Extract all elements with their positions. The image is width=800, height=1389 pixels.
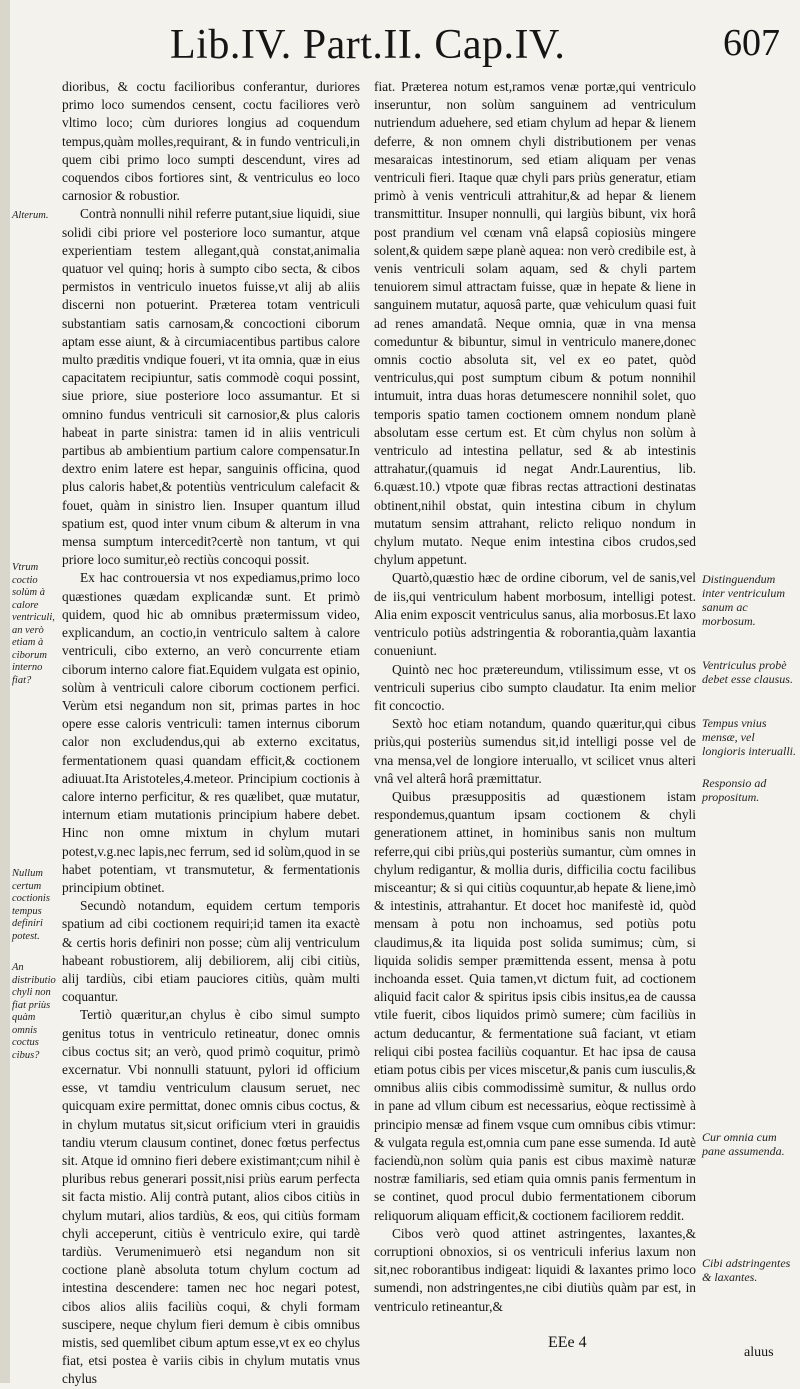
paragraph: fiat. Præterea notum est,ramos venæ portæ,qui ventriculo inseruntur, non solùm sanguinem ad ventriculum nutriendum aduehere, sed etiam chylum ad hepar & lienem deferre, & non omnem chyli distributionem per venas mesaraicas intestinorum, sed etiam aliquam per venas ventriculi fieri. Itaque quæ chyli pars priùs generatur, etiam primò à venis ventriculi attrahitur,& ad hepar & lienem transmittitur. Insuper nonnulli, qui largiùs bibunt, vix horâ post prandium vel cœnam vnâ elapsâ copiosiùs mingere solent,& quidem sæpe planè aquea: non verò credibile est, à venis ventriculi solam aquam, sed & chyli partem tenuiorem simul attractam fuisse, quæ in hepate & liene in sanguinem mutatur, aquosâ parte, quæ vehiculum quasi fuit ad renes amandatâ. Neque omnia, quæ in vna mensa comeduntur & bibuntur, simul in ventriculo manere,donec omnis coctio absoluta sit, vel ex eo patet, quòd ventriculus,qui post sumptum cibum & potum nonnihil intumuit, intra duas horas detumescere nonnihil solet, quo temporis spatio tamen coctionem omnem nondum planè absolutam esse certum est. Et cùm chylus non solùm à ventriculo ad intestina pellatur, sed & ab intestinis attrahatur,(quamuis id negat Andr.Laurentius, lib. 6.quæst.10.) vtpote quæ fibras rectas attractioni destinatas obtinent,nihil obstat, quin intestina cibum in chylum mutatum sensim attrahant, relicto reliquo nondum in chylum mutato. Neque enim intestina cibos crudos,sed chylum appetunt. xyxy=(374,79,696,568)
paragraph: Quintò nec hoc prætereundum, vtilissimum esse, vt os ventriculi superius cibo sumpto claudatur. Ita enim melior fit concoctio. xyxy=(374,661,696,713)
page-number: 607 xyxy=(723,22,780,64)
margin-note-right: Ventriculus probè debet esse clausus. xyxy=(702,658,793,686)
paragraph: Ex hac controuersia vt nos expediamus,primo loco quæstiones quædam explicandæ sunt. Et primò quidem, quod hic ab omnibus prætermissum video, explicandum, an coctio,in ventriculo saltem à calore ventriculi, cibo externo, an verò concurrente etiam ciborum interno calore fiat.Equidem vulgata est opinio, solùm à ventriculi calore ciborum coctionem perfici. Verùm etsi negandum non sit, primas partes in hoc opere esse caloris ventriculi: tamen internus ciborum calor non excludendus,qui ab externo excitatus, fermentationem quasi quandam efficit,& coctionem adiuuat.Ita Aristoteles,4.meteor. Principium coctionis à calore interno perficitur, & res quælibet, quæ mutatur, internum etiam mutationis principium habere debet. Hinc non omne mixtum in chylum mutari potest,v.g.nec lapis,nec ferrum, sed id solùm,quod in se habet potentiam, vt transmutetur, & fermentationis principium obtinet. xyxy=(62,570,360,895)
margin-note-right: Responsio ad propositum. xyxy=(702,776,767,804)
margin-note-left: Alterum. xyxy=(12,210,49,221)
paragraph: Quartò,quæstio hæc de ordine ciborum, vel de sanis,vel de iis,qui ventriculum habent morbosum, intelligi potest. Alia enim exposcit ventriculus sanus, alia morbosus.Et laxo ventriculo potiùs adstringentia & roborantia,quàm laxantia conueniunt. xyxy=(374,570,696,659)
margin-note-right: Cur omnia cum pane assumenda. xyxy=(702,1130,785,1158)
paragraph: Sextò hoc etiam notandum, quando quæritur,qui cibus priùs,qui posteriùs sumendus sit,id intelligi posse vel de vna mensa,vel de longiore interuallo, vt scilicet vnus alteri vnâ vel alterâ horâ præmittatur. xyxy=(374,716,696,786)
margin-note-left: An distributio chyli non fiat priùs quàm omnis coctus cibus? xyxy=(12,962,56,1061)
catchword: aluus xyxy=(744,1345,774,1360)
margin-note-right: Cibi adstringentes & laxantes. xyxy=(702,1256,791,1284)
paragraph: Cibos verò quod attinet astringentes, laxantes,& corruptioni obnoxios, si os ventriculi inferius laxum non sit,nec roborantibus indigeat: liquidi & laxantes primo loco sumendi, non adstringentes,ne cibi diutiùs quàm par est, in ventriculo retineantur,& xyxy=(374,1225,696,1314)
signature-mark: EEe 4 xyxy=(548,1334,587,1351)
running-title: Lib.IV. Part.II. Cap.IV. xyxy=(170,22,566,68)
paragraph: Secundò notandum, equidem certum temporis spatium ad cibi coctionem requiri;id tamen ita exactè & certis horis definiri non posse; cùm alij ventriculum habeant robustiorem, alij debiliorem, alij cibi citiùs, alij tardiùs, cibi etiam pauciores citiùs, quàm multi coquantur. xyxy=(62,898,360,1005)
paragraph: Tertiò quæritur,an chylus è cibo simul sumpto genitus totus in ventriculo retineatur, donec omnis cibus coctus sit; an verò, quod primò coquitur, primò excernatur. Vbi nonnulli statuunt, pylori id officium esse, vt tamdiu ventriculum clausum seruet, nec quicquam exire permittat, donec omnis cibus coctus, & in chylum mutatus sit,sicut orificium vteri in grauidis tandiu vterum clausum continet, donec fœtus perfectus sit. Atque id omnino fieri debere existimant;cum nihil è pluribus rebus generari possit,nisi priùs earum perfecta sit facta mistio. Alij contrà putant, alios cibos citiùs in chylum mutari, alios tardiùs, & eos, qui citiùs formam chyli acceperunt, citiùs è ventriculo exire, qui tardè tardiùs. Verumenimuerò etsi negandum non sit coctione planè absoluta totum chylum coctum ad intestina descendere: tamen nec hoc negari potest, cibos alios aliis faciliùs coqui, & chyli formam suscipere, neque chylum fieri demum è cibis omnibus mistis, sed quemlibet cibum aptum esse,vt ex eo chylus fiat, etsi postea è variis cibis in chylum mutatis vnus chylus xyxy=(62,1007,360,1387)
margin-note-right: Distinguendum inter ventriculum sanum ac morbosum. xyxy=(702,572,785,628)
paragraph: Contrà nonnulli nihil referre putant,siue liquidi, siue solidi cibi priore vel posteriore loco sumantur, atque experientiam testem allegant,quà constat,animalia quatuor vel quinq; horis à sumpto cibo secta, & cibos permistos in ventriculo inuetos fuisse,vt alij ab aliis discerni non potuerint. Præterea totam ventriculi substantiam satis carnosam,& concoctioni ciborum aptam esse aiunt, & à circumiacentibus partibus calore multo præditis vndique foueri, vt ita omnia, quæ in eius capacitatem recipiuntur, satis commodè coqui possint, siue priore, siue posteriore loco assumantur. Et si omnino fundus ventriculi sit carnosior,& plus caloris habeat in parte sinistra: tamen id in aliis ventriculi partibus ab ambientium partium calore compensatur.In dextro enim latere est hepar, sanguinis officina, quod plus caloris habet,& potentiùs ventriculum calefacit & fouet, quàm in sinistro lien. Insuper quantum illud spatium est, quod inter vnum cibum & alterum in vna mensa sumptum intercedit?certè non tantum, vt qui priore loco sumitur,eò rectiùs concoqui possit. xyxy=(62,206,360,568)
paragraph: dioribus, & coctu facilioribus conferantur, duriores primo loco sumendos censent, coctu faciliores verò vltimo loco; cùm duriores longius ad coquendum tempus,quàm molles,requirant, & in fundo ventriculi,in quem cibi primo loco sumpti descendunt, vires ad coquendos cibos fortiores sint, & ventriculus eo loco carnosior & robustior. xyxy=(62,79,360,204)
running-header xyxy=(60,18,780,78)
paragraph: Quibus præsuppositis ad quæstionem istam respondemus,quantum ipsam coctionem & chyli generationem attinet, in hominibus sanis non multum referre,qui cibi priùs,qui posteriùs sumantur, cùm omnes in chylum redigantur, & mollia duris, difficilia coctu facilibus misceantur; & si qui citiùs coquuntur,ab hepate & liene,imò & intestinis, attrahantur. Et docet hoc manifestè id, quòd mensam à potu non inchoamus, sed potiùs potu claudimus,& ita liquida post solida sumimus; cùm, si liquida solidis semper præmittenda essent, mensa à potu inchoanda esset. Quia tamen,vt dictum fuit, ad coctionem aliquid facit calor & spiritus ipsis cibis insitus,ea de caussa vtile fuerit, cibos liquidos primò sumere; cùm faciliùs in actum deducantur, & fermentatione suâ faciant, vt etiam reliqui cibi postea faciliùs coquantur. Et hac ipsa de causa etiam potus cibis per vices miscetur,& panis cum iusculis,& omnibus aliis cibis commodissimè sumitur, & nullus ordo in pane ad vllum cibum est necessarius, eòque rectissimè à principio mensæ ad finem vsque cum omnibus cibis vtimur: & vulgata regula est,omnia cum pane esse sumenda. Id autè faciendù,non solùm quia panis est cibus maximè naturæ nostræ familiaris, sed etiam quia omnis panis fermentum in se continet, quod procul dubio fermentationem ciborum reliquorum aliquam efficit,& coctionem faciliorem reddit. xyxy=(374,788,696,1223)
page-edge xyxy=(0,0,10,1383)
margin-note-left: Nullum certum coctionis tempus definiri potest. xyxy=(12,868,50,942)
right-column xyxy=(374,78,696,1316)
left-column xyxy=(62,78,360,1389)
margin-note-left: Vtrum coctio solùm à calore ventriculi, an verò etiam à ciborum interno fiat? xyxy=(12,562,55,686)
margin-note-right: Tempus vnius mensæ, vel longioris interualli. xyxy=(702,716,797,758)
